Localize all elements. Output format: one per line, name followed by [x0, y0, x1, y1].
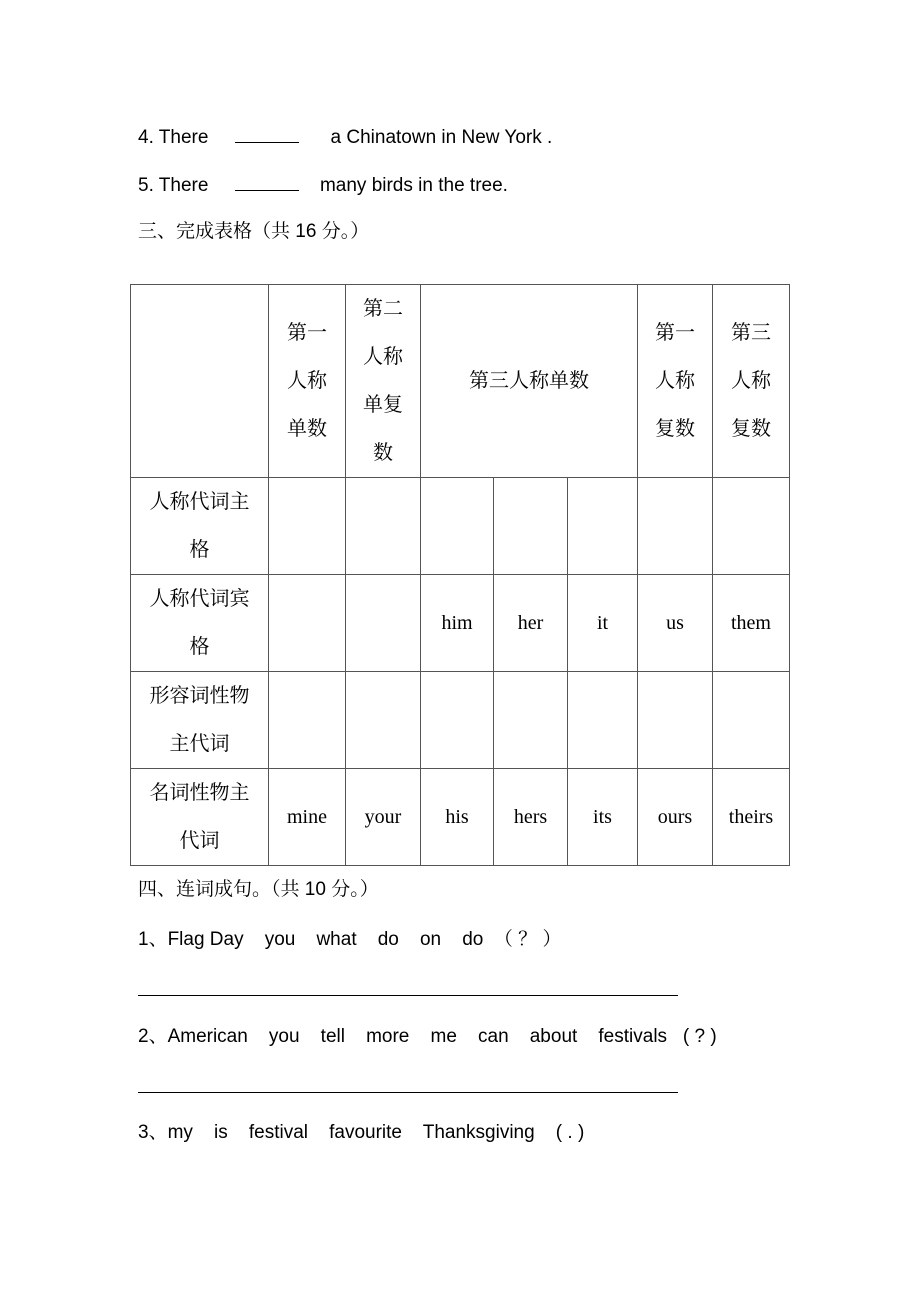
answer-blank[interactable]	[235, 124, 299, 143]
question-5-start: 5. There	[138, 175, 209, 196]
header-cell	[713, 285, 790, 478]
table-cell: her	[494, 575, 568, 672]
sentence-2: 2、American you tell more me can about festivals ( ? )	[138, 1026, 717, 1047]
table-row	[131, 575, 790, 672]
question-4-start: 4. There	[138, 127, 209, 148]
table-cell[interactable]	[568, 672, 638, 769]
table-cell[interactable]	[346, 575, 421, 672]
row-label-text: 名词性物主代词	[149, 782, 250, 852]
header-cell	[346, 285, 421, 478]
row-label	[131, 575, 269, 672]
table-cell: him	[421, 575, 494, 672]
table-header-row	[131, 285, 790, 478]
table-cell[interactable]	[269, 672, 346, 769]
table-cell: your	[346, 769, 421, 866]
sentence-3: 3、my is festival favourite Thanksgiving ( . )	[138, 1122, 585, 1143]
sentence-1: 1、Flag Day you what do on do （ ？ ）	[138, 929, 562, 950]
header-text: 第二人称单复数	[363, 298, 403, 464]
question-4	[138, 124, 552, 150]
header-cell	[269, 285, 346, 478]
corner-cell	[131, 285, 269, 478]
header-text: 第一人称复数	[655, 322, 695, 440]
table-cell: it	[568, 575, 638, 672]
row-label-text: 人称代词宾格	[149, 588, 250, 658]
row-label-text: 形容词性物主代词	[149, 685, 250, 755]
row-label	[131, 478, 269, 575]
table-cell: us	[638, 575, 713, 672]
header-text: 第一人称单数	[287, 322, 327, 440]
table-row	[131, 672, 790, 769]
table-cell: his	[421, 769, 494, 866]
header-text: 第三人称复数	[731, 322, 771, 440]
answer-line-1[interactable]	[138, 995, 678, 996]
table-cell[interactable]	[494, 672, 568, 769]
answer-line-2[interactable]	[138, 1092, 678, 1093]
section-3-title: 三、完成表格（共 16 分。）	[138, 221, 370, 242]
table-cell[interactable]	[638, 672, 713, 769]
question-5-end: many birds in the tree.	[319, 175, 508, 196]
table-cell: hers	[494, 769, 568, 866]
table-cell: mine	[269, 769, 346, 866]
header-text: 第三人称单数	[469, 370, 589, 392]
table-cell[interactable]	[269, 575, 346, 672]
table-cell[interactable]	[269, 478, 346, 575]
row-label	[131, 769, 269, 866]
table-row	[131, 769, 790, 866]
table-cell[interactable]	[421, 478, 494, 575]
table-cell[interactable]	[713, 672, 790, 769]
table-cell[interactable]	[494, 478, 568, 575]
table-cell[interactable]	[638, 478, 713, 575]
row-label	[131, 672, 269, 769]
header-cell	[638, 285, 713, 478]
table-row	[131, 478, 790, 575]
table-cell[interactable]	[713, 478, 790, 575]
table-cell: them	[713, 575, 790, 672]
pronoun-table	[130, 284, 790, 866]
table-cell[interactable]	[421, 672, 494, 769]
table-cell: its	[568, 769, 638, 866]
section-4-title: 四、连词成句。（共 10 分。）	[138, 879, 379, 900]
question-5	[138, 172, 508, 198]
row-label-text: 人称代词主格	[149, 491, 250, 561]
table-cell: ours	[638, 769, 713, 866]
question-4-end: a Chinatown in New York .	[330, 127, 553, 148]
table-cell[interactable]	[568, 478, 638, 575]
table-cell: theirs	[713, 769, 790, 866]
answer-blank[interactable]	[235, 172, 299, 191]
header-cell	[421, 285, 638, 478]
table-cell[interactable]	[346, 478, 421, 575]
table-cell[interactable]	[346, 672, 421, 769]
